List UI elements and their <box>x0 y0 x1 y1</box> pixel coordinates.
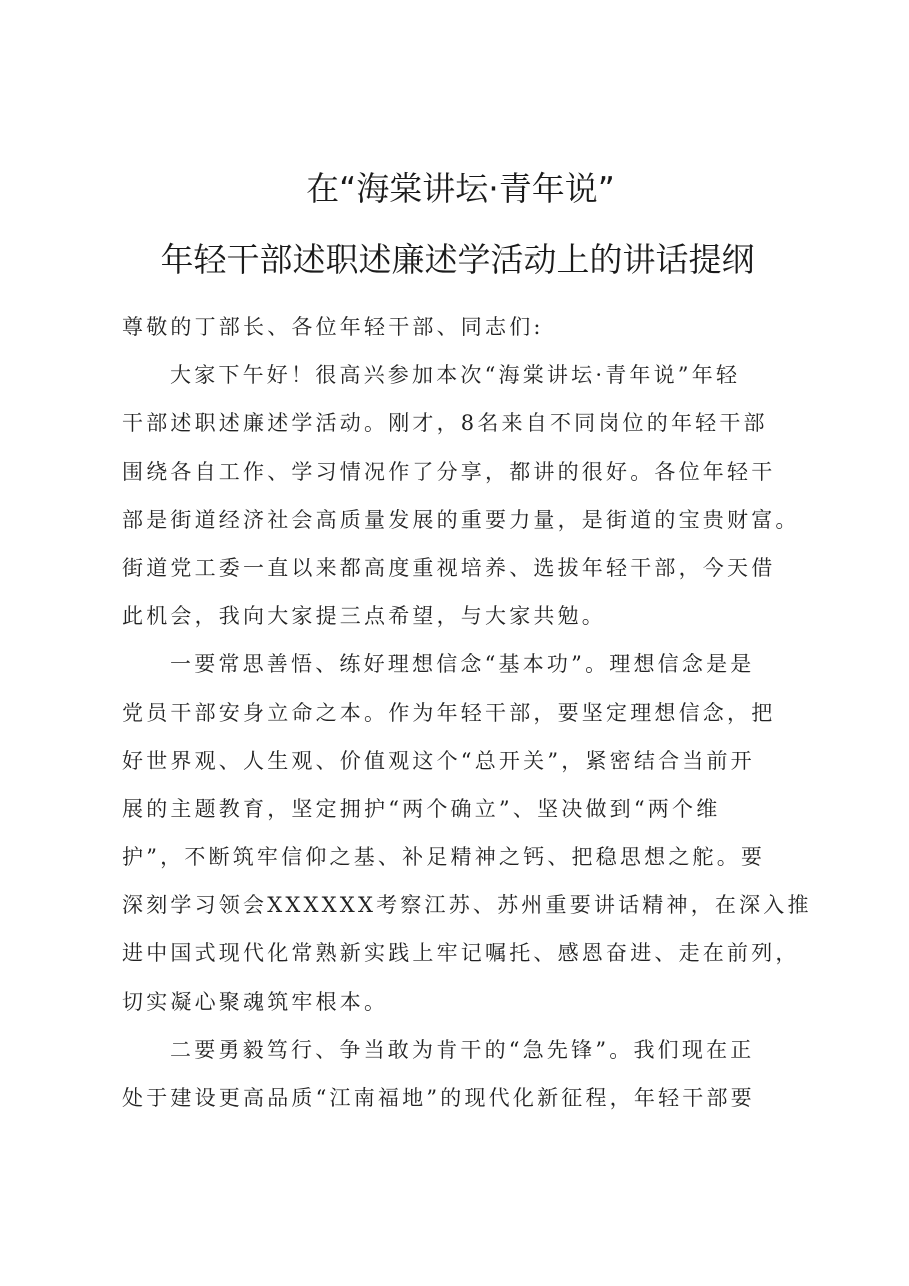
body-line: 展的主题教育，坚定拥护“两个确立”、坚决做到“两个维 <box>122 796 721 821</box>
body-line: 切实凝心聚魂筑牢根本。 <box>122 989 389 1014</box>
body-line: 部是街道经济社会高质量发展的重要力量，是街道的宝贵财富。 <box>122 507 800 532</box>
body-line: 此机会，我向大家提三点希望，与大家共勉。 <box>122 604 606 629</box>
body-line: 二要勇毅笃行、争当敢为肯干的“急先锋”。我们现在正 <box>170 1037 755 1062</box>
body-line: 好世界观、人生观、价值观这个“总开关”，紧密结合当前开 <box>122 748 755 773</box>
body-line: 处于建设更高品质“江南福地”的现代化新征程，年轻干部要 <box>122 1086 755 1110</box>
title-line-1: 在“海棠讲坛·青年说” <box>306 169 615 208</box>
body-line: 党员干部安身立命之本。作为年轻干部，要坚定理想信念，把 <box>122 700 776 725</box>
body-line: 护”，不断筑牢信仰之基、补足精神之钙、把稳思想之舵。要 <box>122 845 766 870</box>
body-line: 大家下午好！很高兴参加本次“海棠讲坛·青年说”年轻 <box>170 363 741 388</box>
body-line: 尊敬的丁部长、各位年轻干部、同志们: <box>122 315 544 339</box>
body-line: 街道党工委一直以来都高度重视培养、选拔年轻干部，今天借 <box>122 555 776 580</box>
body-line: 深刻学习领会XXXXXX考察江苏、苏州重要讲话精神，在深入推 <box>122 893 812 918</box>
body-line: 一要常思善悟、练好理想信念“基本功”。理想信念是是 <box>170 652 755 677</box>
body-line: 干部述职述廉述学活动。刚才，8名来自不同岗位的年轻干部 <box>122 411 768 436</box>
body-line: 围绕各自工作、学习情况作了分享，都讲的很好。各位年轻干 <box>122 459 776 484</box>
title-line-2: 年轻干部述职述廉述学活动上的讲话提纲 <box>160 240 755 279</box>
body-line: 进中国式现代化常熟新实践上牢记嘱托、感恩奋进、走在前列， <box>122 941 800 966</box>
speech-body <box>122 313 812 1132</box>
